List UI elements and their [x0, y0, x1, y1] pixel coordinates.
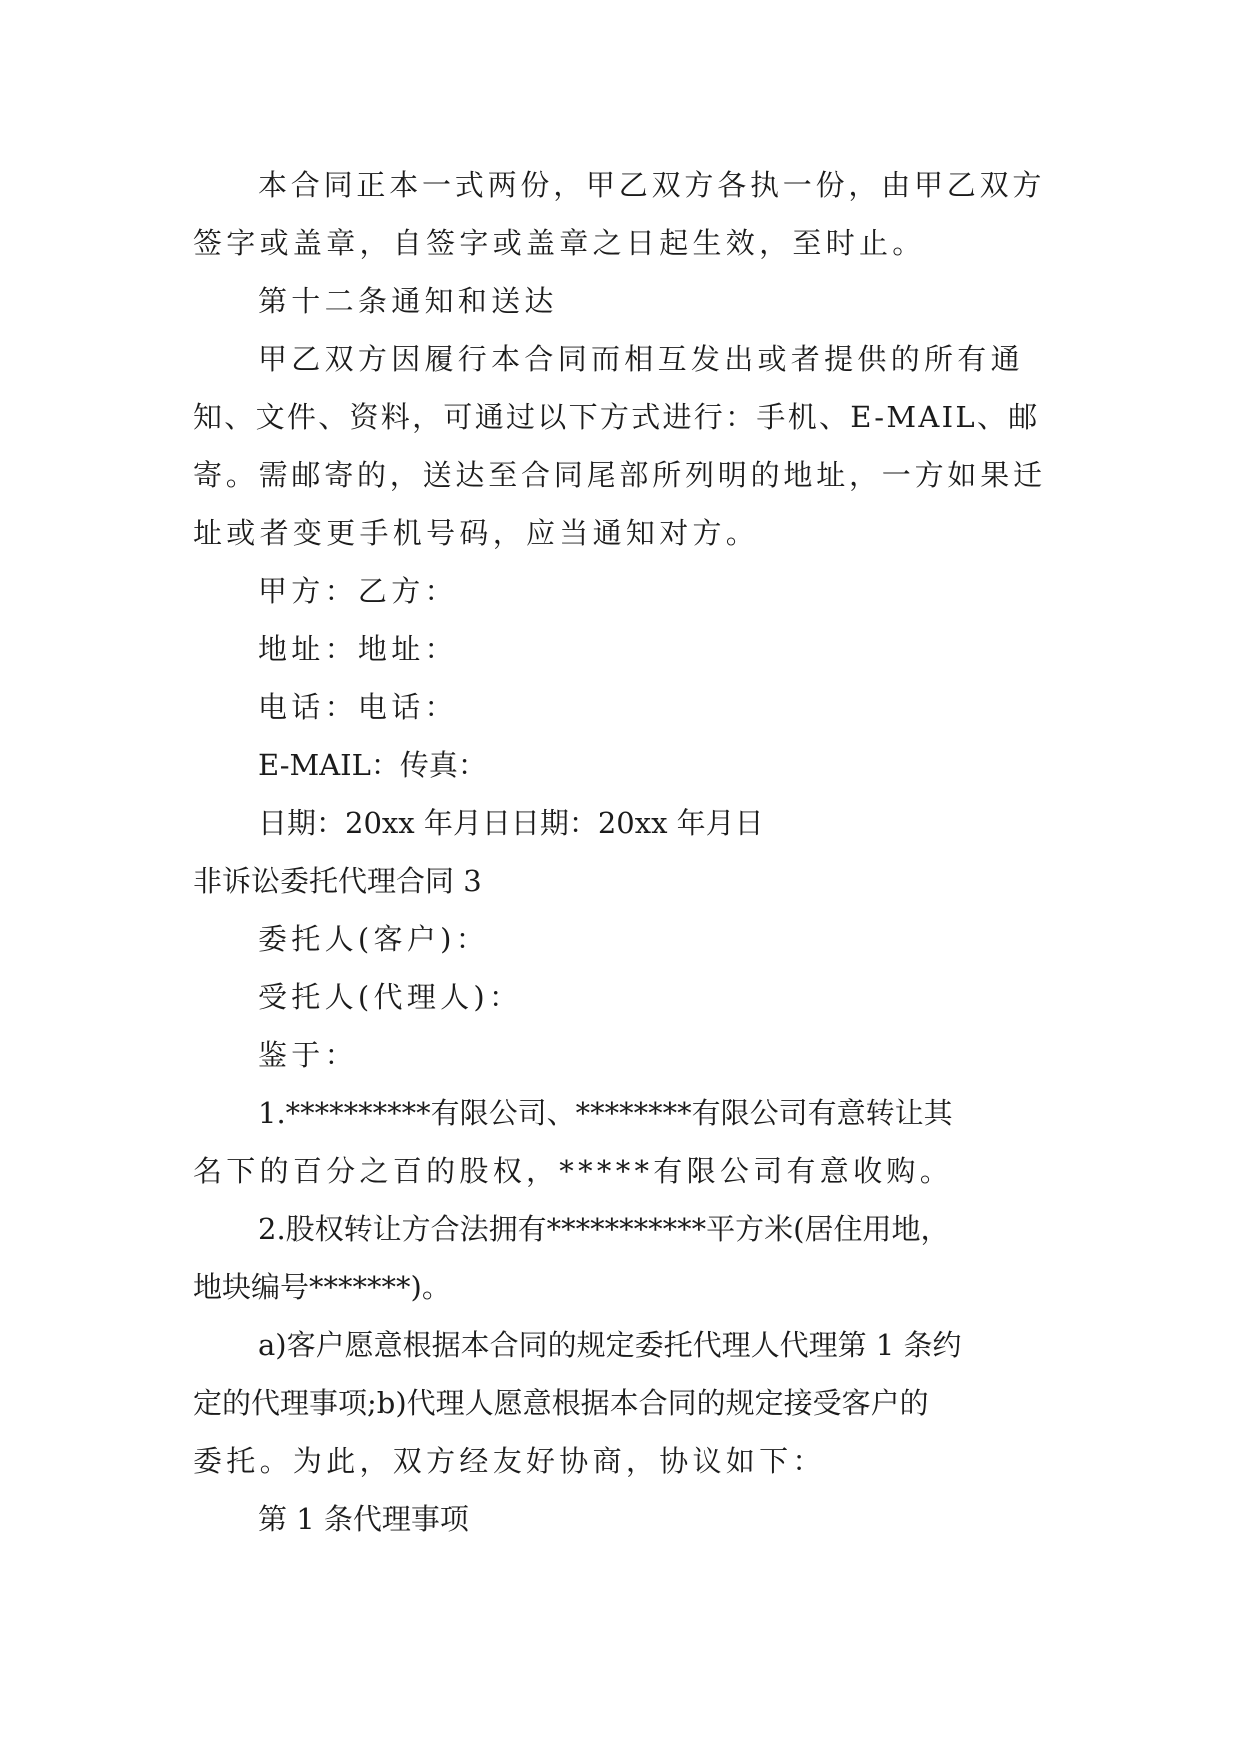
paragraph-line: 寄。需邮寄的，送达至合同尾部所列明的地址，一方如果迁	[193, 458, 1046, 492]
paragraph-line: 地块编号*******)。	[193, 1270, 451, 1304]
party-line: 甲方：乙方：	[258, 574, 458, 608]
address-line: 地址：地址：	[258, 632, 458, 666]
paragraph-line: 1.**********有限公司、********有限公司有意转让其	[258, 1096, 953, 1130]
paragraph-line: 名下的百分之百的股权，*****有限公司有意收购。	[193, 1154, 954, 1188]
paragraph-line: a)客户愿意根据本合同的规定委托代理人代理第 1 条约	[258, 1328, 962, 1362]
email-fax-line: E-MAIL：传真：	[258, 748, 487, 782]
whereas-line: 鉴于：	[258, 1038, 358, 1072]
section-heading: 第 1 条代理事项	[258, 1502, 469, 1536]
paragraph-line: 委托。为此，双方经友好协商，协议如下：	[193, 1444, 826, 1478]
paragraph-line: 址或者变更手机号码，应当通知对方。	[193, 516, 760, 550]
section-heading: 第十二条通知和送达	[258, 284, 558, 318]
paragraph-line: 2.股权转让方合法拥有***********平方米(居住用地，	[258, 1212, 950, 1246]
contract-title: 非诉讼委托代理合同 3	[193, 864, 482, 898]
client-line: 委托人(客户)：	[258, 922, 490, 956]
paragraph-line: 定的代理事项;b)代理人愿意根据本合同的规定接受客户的	[193, 1386, 929, 1420]
date-line: 日期：20xx 年月日日期：20xx 年月日	[258, 806, 764, 840]
paragraph-line: 知、文件、资料，可通过以下方式进行：手机、E-MAIL、邮	[193, 400, 1040, 434]
paragraph-line: 签字或盖章，自签字或盖章之日起生效，至时止。	[193, 226, 926, 260]
paragraph-line: 本合同正本一式两份，甲乙双方各执一份，由甲乙双方	[258, 168, 1046, 202]
agent-line: 受托人(代理人)：	[258, 980, 523, 1014]
phone-line: 电话：电话：	[258, 690, 458, 724]
paragraph-line: 甲乙双方因履行本合同而相互发出或者提供的所有通	[258, 342, 1024, 376]
